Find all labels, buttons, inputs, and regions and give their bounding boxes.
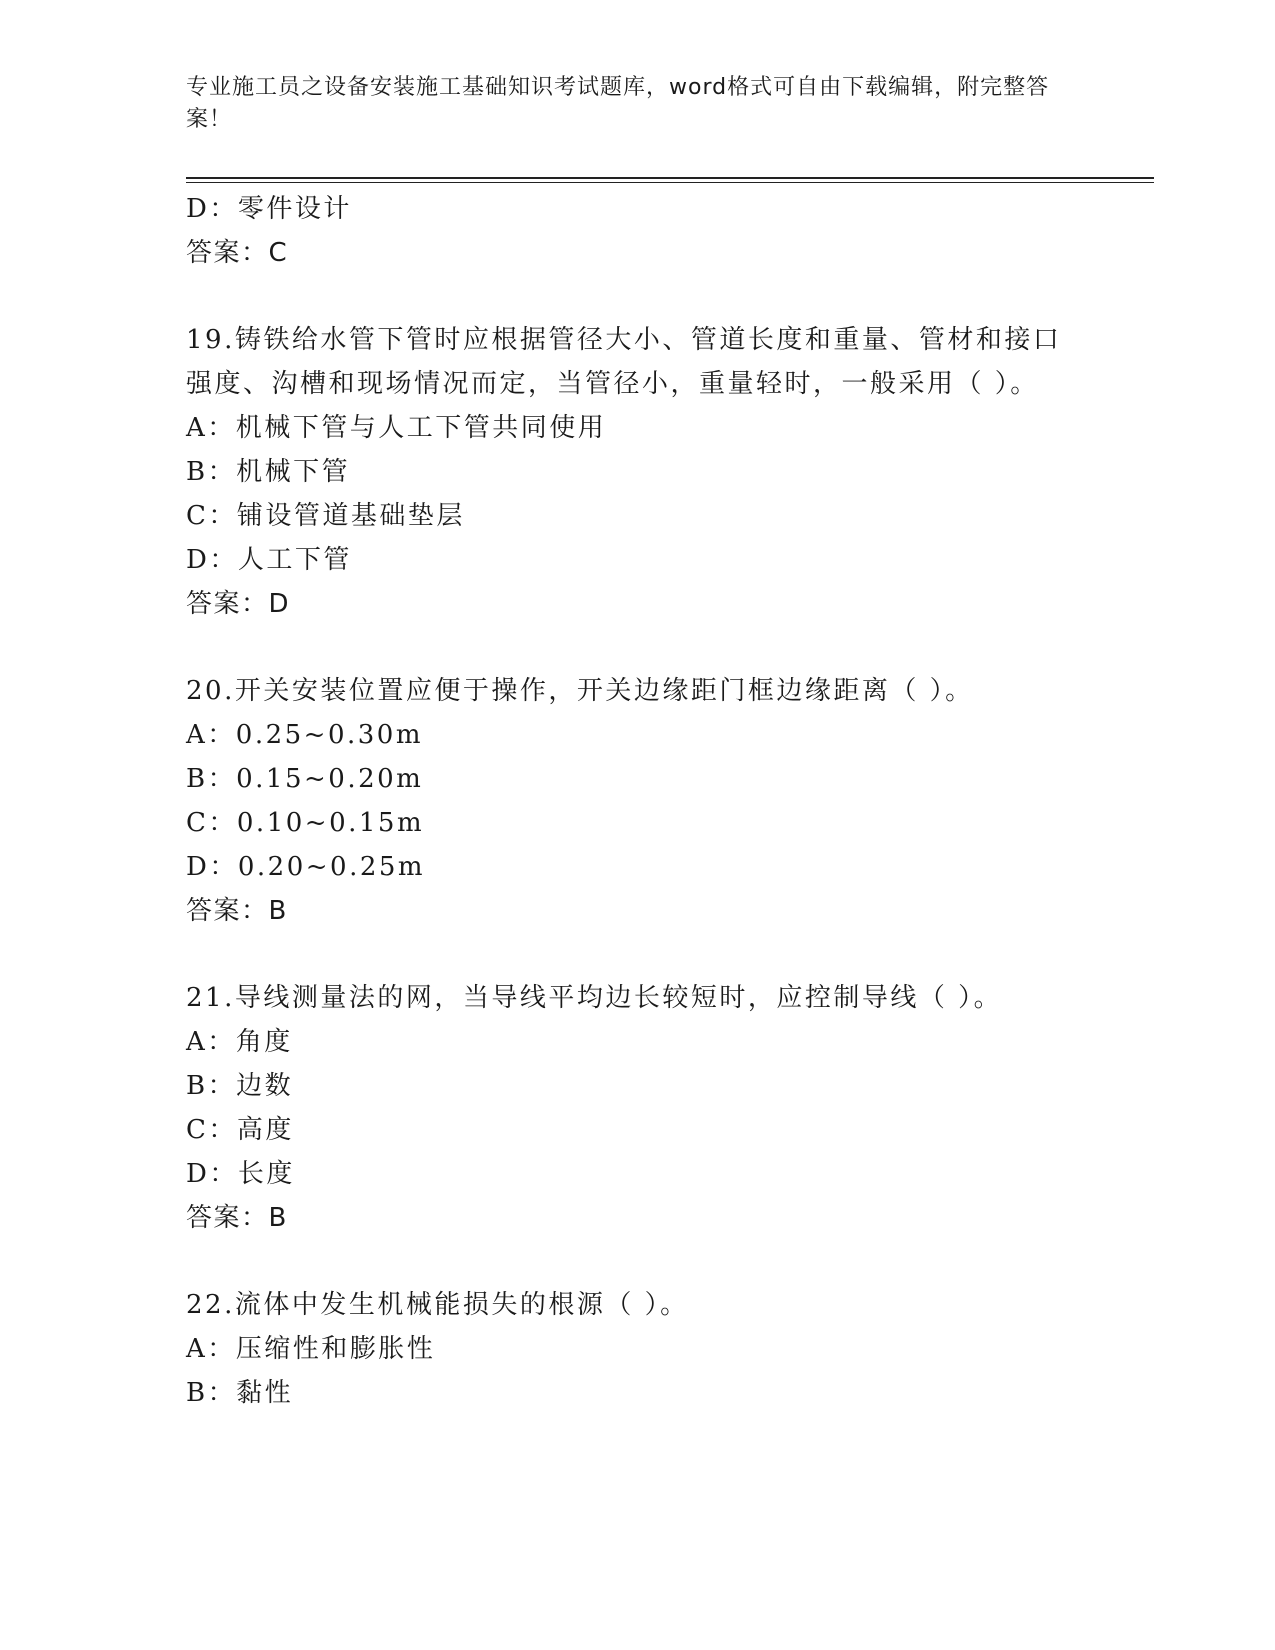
- header-divider-thin: [186, 182, 1154, 183]
- q21-stem-line1: 21.导线测量法的网，当导线平均边长较短时，应控制导线（ ）。: [186, 983, 1003, 1013]
- q19-stem-line2: 强度、沟槽和现场情况而定，当管径小，重量轻时，一般采用（ ）。: [186, 369, 1039, 399]
- q20-answer: 答案：B: [186, 896, 288, 926]
- q19-answer: 答案：D: [186, 589, 291, 619]
- q19-option-a: A：机械下管与人工下管共同使用: [186, 413, 607, 443]
- q19-option-b: B：机械下管: [186, 457, 351, 487]
- q21-option-c: C：高度: [186, 1115, 294, 1145]
- q22-option-a: A：压缩性和膨胀性: [186, 1334, 436, 1364]
- q19-option-d: D：人工下管: [186, 545, 352, 575]
- prev-option-d: D：零件设计: [186, 194, 352, 224]
- header-divider: [186, 177, 1154, 179]
- q19-option-c: C：铺设管道基础垫层: [186, 501, 465, 531]
- q21-option-d: D：长度: [186, 1159, 295, 1189]
- q22-option-b: B：黏性: [186, 1378, 294, 1408]
- q19-stem-line1: 19.铸铁给水管下管时应根据管径大小、管道长度和重量、管材和接口: [186, 325, 1062, 355]
- q20-option-d: D：0.20~0.25m: [186, 852, 426, 882]
- q20-stem-line1: 20.开关安装位置应便于操作，开关边缘距门框边缘距离（ ）。: [186, 676, 974, 706]
- q22-stem-line1: 22.流体中发生机械能损失的根源（ ）。: [186, 1290, 689, 1320]
- prev-answer: 答案：C: [186, 238, 289, 268]
- q20-option-b: B：0.15~0.20m: [186, 764, 424, 794]
- q21-option-b: B：边数: [186, 1071, 294, 1101]
- document-header: 专业施工员之设备安装施工基础知识考试题库，word格式可自由下载编辑，附完整答案！: [186, 75, 1050, 132]
- q21-option-a: A：角度: [186, 1027, 293, 1057]
- q21-answer: 答案：B: [186, 1203, 288, 1233]
- q20-option-c: C：0.10~0.15m: [186, 808, 425, 838]
- q20-option-a: A：0.25~0.30m: [186, 720, 423, 750]
